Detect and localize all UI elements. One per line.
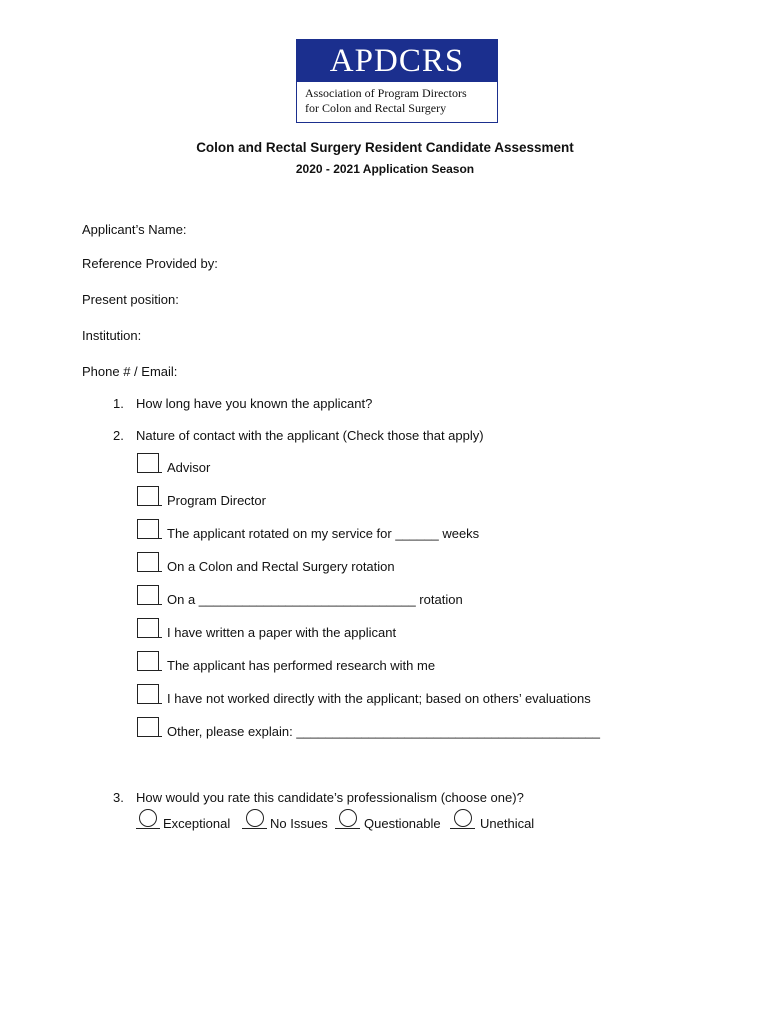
contact-option-program-director bbox=[137, 486, 657, 508]
contact-option-written-paper bbox=[137, 618, 657, 640]
contact-option-not-worked-directly bbox=[137, 684, 657, 706]
rating-label-exceptional: Exceptional bbox=[163, 816, 231, 831]
phone-email-label: Phone # / Email: bbox=[82, 364, 178, 379]
apdcrs-logo bbox=[296, 39, 498, 123]
option-label-rotated-on-service: The applicant rotated on my service for ______ weeks bbox=[167, 526, 480, 541]
option-label-advisor: Advisor bbox=[167, 460, 211, 475]
rating-label-questionable: Questionable bbox=[364, 816, 441, 831]
radio-exceptional[interactable] bbox=[139, 809, 157, 827]
question-2-number: 2. bbox=[113, 428, 124, 443]
radio-underline bbox=[136, 828, 160, 829]
checkbox-program-director[interactable] bbox=[137, 486, 159, 506]
page-subtitle: 2020 - 2021 Application Season bbox=[295, 162, 475, 176]
page-title: Colon and Rectal Surgery Resident Candidate Assessment bbox=[196, 140, 574, 155]
question-3-number: 3. bbox=[113, 790, 124, 805]
radio-unethical[interactable] bbox=[454, 809, 472, 827]
checkbox-other-explain[interactable] bbox=[137, 717, 159, 737]
checkbox-underline bbox=[137, 736, 162, 737]
option-label-crs-rotation: On a Colon and Rectal Surgery rotation bbox=[167, 559, 395, 574]
checkbox-underline bbox=[137, 571, 162, 572]
option-label-not-worked-directly: I have not worked directly with the applicant; based on others’ evaluations bbox=[167, 691, 591, 706]
institution-label: Institution: bbox=[82, 328, 142, 343]
option-label-written-paper: I have written a paper with the applicant bbox=[167, 625, 397, 640]
reference-provided-by-label: Reference Provided by: bbox=[82, 256, 218, 271]
checkbox-written-paper[interactable] bbox=[137, 618, 159, 638]
present-position-label: Present position: bbox=[82, 292, 179, 307]
checkbox-rotated-on-service[interactable] bbox=[137, 519, 159, 539]
radio-no-issues[interactable] bbox=[246, 809, 264, 827]
radio-underline bbox=[335, 828, 360, 829]
contact-option-crs-rotation bbox=[137, 552, 657, 574]
checkbox-underline bbox=[137, 538, 162, 539]
checkbox-underline bbox=[137, 604, 162, 605]
logo-line-1: Association of Program Directors bbox=[305, 86, 467, 100]
checkbox-crs-rotation[interactable] bbox=[137, 552, 159, 572]
checkbox-not-worked-directly[interactable] bbox=[137, 684, 159, 704]
question-1-number: 1. bbox=[113, 396, 124, 411]
contact-option-research bbox=[137, 651, 657, 673]
rating-label-unethical: Unethical bbox=[480, 816, 535, 831]
checkbox-advisor[interactable] bbox=[137, 453, 159, 473]
logo-line-2: for Colon and Rectal Surgery bbox=[305, 101, 447, 115]
contact-option-rotated-on-service bbox=[137, 519, 657, 541]
applicant-name-label: Applicant’s Name: bbox=[82, 222, 187, 237]
option-label-program-director: Program Director bbox=[167, 493, 266, 508]
contact-option-other-explain bbox=[137, 717, 657, 739]
question-1-text: How long have you known the applicant? bbox=[136, 396, 373, 411]
radio-questionable[interactable] bbox=[339, 809, 357, 827]
checkbox-underline bbox=[137, 505, 162, 506]
question-3-text: How would you rate this candidate’s professionalism (choose one)? bbox=[136, 790, 524, 805]
option-label-research: The applicant has performed research with me bbox=[167, 658, 436, 673]
question-2-text: Nature of contact with the applicant (Check those that apply) bbox=[136, 428, 484, 443]
contact-option-advisor bbox=[137, 453, 657, 475]
checkbox-underline bbox=[137, 637, 162, 638]
checkbox-research[interactable] bbox=[137, 651, 159, 671]
checkbox-underline bbox=[137, 670, 162, 671]
rating-label-no-issues: No Issues bbox=[270, 816, 328, 831]
contact-option-other-rotation bbox=[137, 585, 657, 607]
checkbox-underline bbox=[137, 703, 162, 704]
option-label-other-explain: Other, please explain: __________________________________________ bbox=[167, 724, 601, 739]
radio-underline bbox=[450, 828, 475, 829]
checkbox-other-rotation[interactable] bbox=[137, 585, 159, 605]
checkbox-underline bbox=[137, 472, 162, 473]
option-label-other-rotation: On a ______________________________ rotation bbox=[167, 592, 463, 607]
radio-underline bbox=[242, 828, 267, 829]
logo-acronym: APDCRS bbox=[297, 40, 497, 82]
